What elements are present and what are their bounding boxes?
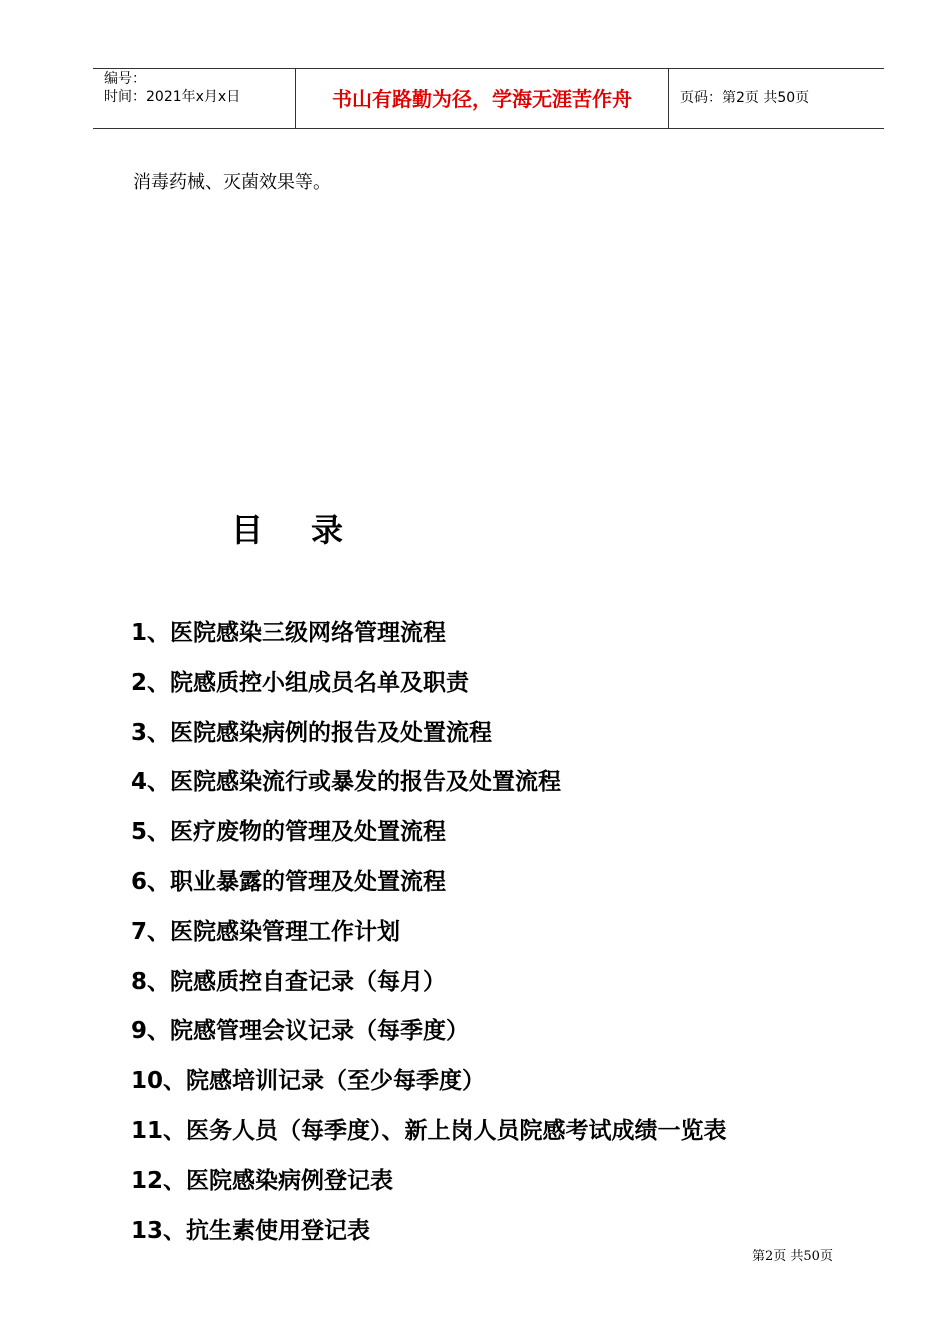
toc-item: 1、医院感染三级网络管理流程 [131,620,447,646]
toc-item: 11、医务人员（每季度）、新上岗人员院感考试成绩一览表 [131,1117,727,1144]
toc-item: 10、院感培训记录（至少每季度） [131,1068,486,1095]
header-bottom-rule [93,128,884,129]
toc-item: 3、医院感染病例的报告及处置流程 [131,719,493,746]
body-continuation-text: 消毒药械、灭菌效果等。 [133,172,331,193]
document-number: 编号： [104,71,146,87]
header-page-number: 页码：第2页 共50页 [680,90,810,106]
toc-list [131,609,727,1256]
header-divider-right [668,68,669,128]
document-time: 时间：2021年x月x日 [104,89,241,105]
header-motto: 书山有路勤为径，学海无涯苦作舟 [332,87,632,111]
toc-item: 6、职业暴露的管理及处置流程 [131,868,447,895]
toc-item: 2、院感质控小组成员名单及职责 [131,669,470,696]
toc-title: 目录 [231,511,392,549]
toc-item: 9、院感管理会议记录（每季度） [131,1018,470,1045]
toc-item: 12、医院感染病例登记表 [131,1167,394,1194]
toc-item: 5、医疗废物的管理及处置流程 [131,819,447,846]
footer-page-number: 第2页 共50页 [752,1249,833,1264]
header-left-info [104,70,240,106]
header-top-rule [93,68,884,69]
toc-item: 13、抗生素使用登记表 [131,1217,371,1244]
toc-item: 7、医院感染管理工作计划 [131,918,401,945]
toc-item: 8、院感质控自查记录（每月） [131,968,447,995]
toc-item: 4、医院感染流行或暴发的报告及处置流程 [131,769,562,796]
